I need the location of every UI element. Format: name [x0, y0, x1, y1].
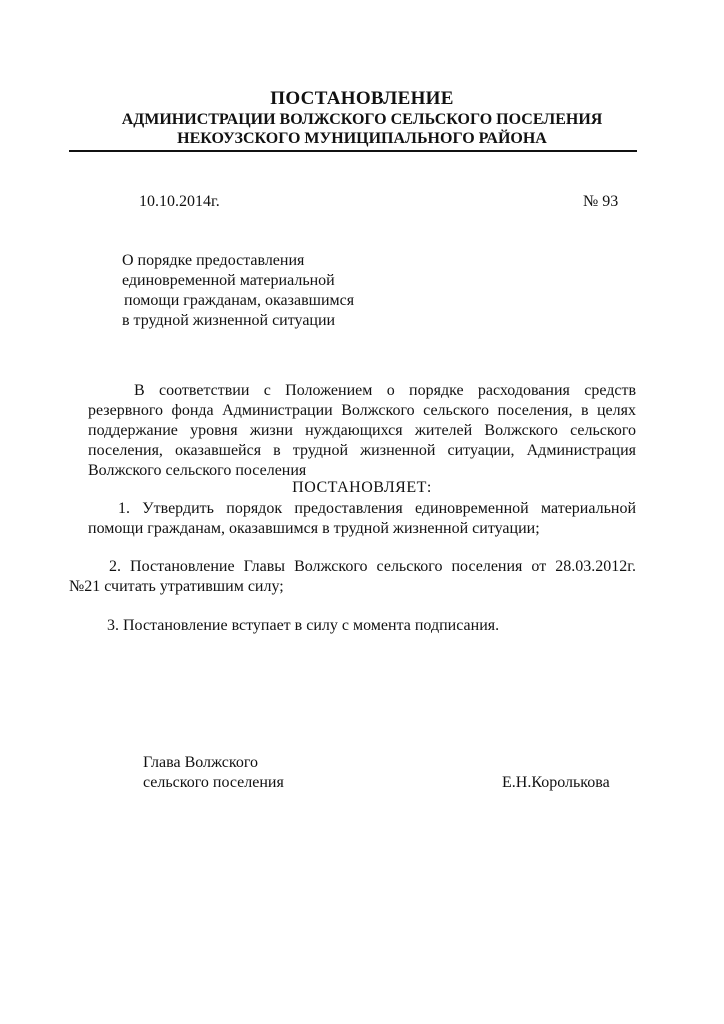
subject-line: О порядке предоставления	[122, 252, 305, 269]
decree-item-3: 3. Постановление вступает в силу с момента подписания.	[107, 617, 500, 634]
preamble-paragraph: В соответствии с Положением о порядке расходования средств резервного фонда Администрации Волжского сельского поселения, в целях поддержание уровня жизни нуждающихся жителей Волжского сельского поселения, оказавшейся в трудной жизненной ситуации, Администрация Волжского сельского поселения	[88, 382, 636, 479]
document-title: ПОСТАНОВЛЕНИЕ	[270, 88, 454, 109]
subject-line: помощи гражданам, оказавшимся	[124, 292, 355, 309]
issuer-line-1: АДМИНИСТРАЦИИ ВОЛЖСКОГО СЕЛЬСКОГО ПОСЕЛЕНИЯ	[121, 111, 603, 128]
signatory-name: Е.Н.Королькова	[502, 774, 610, 791]
header-divider	[69, 150, 637, 152]
decree-heading: ПОСТАНОВЛЯЕТ:	[292, 479, 432, 496]
document-date: 10.10.2014г.	[139, 193, 220, 210]
subject-line: единовременной материальной	[122, 272, 335, 289]
signatory-title-line-2: сельского поселения	[143, 774, 284, 791]
decree-item-1: 1. Утвердить порядок предоставления единовременной материальной помощи гражданам, оказавшимся в трудной жизненной ситуации;	[88, 500, 636, 537]
signatory-title-line-1: Глава Волжского	[143, 754, 259, 771]
issuer-line-2: НЕКОУЗСКОГО МУНИЦИПАЛЬНОГО РАЙОНА	[177, 130, 547, 147]
subject-line: в трудной жизненной ситуации	[122, 312, 336, 329]
decree-item-2: 2. Постановление Главы Волжского сельского поселения от 28.03.2012г. №21 считать утратившим силу;	[69, 558, 636, 595]
document-number: № 93	[583, 193, 619, 210]
